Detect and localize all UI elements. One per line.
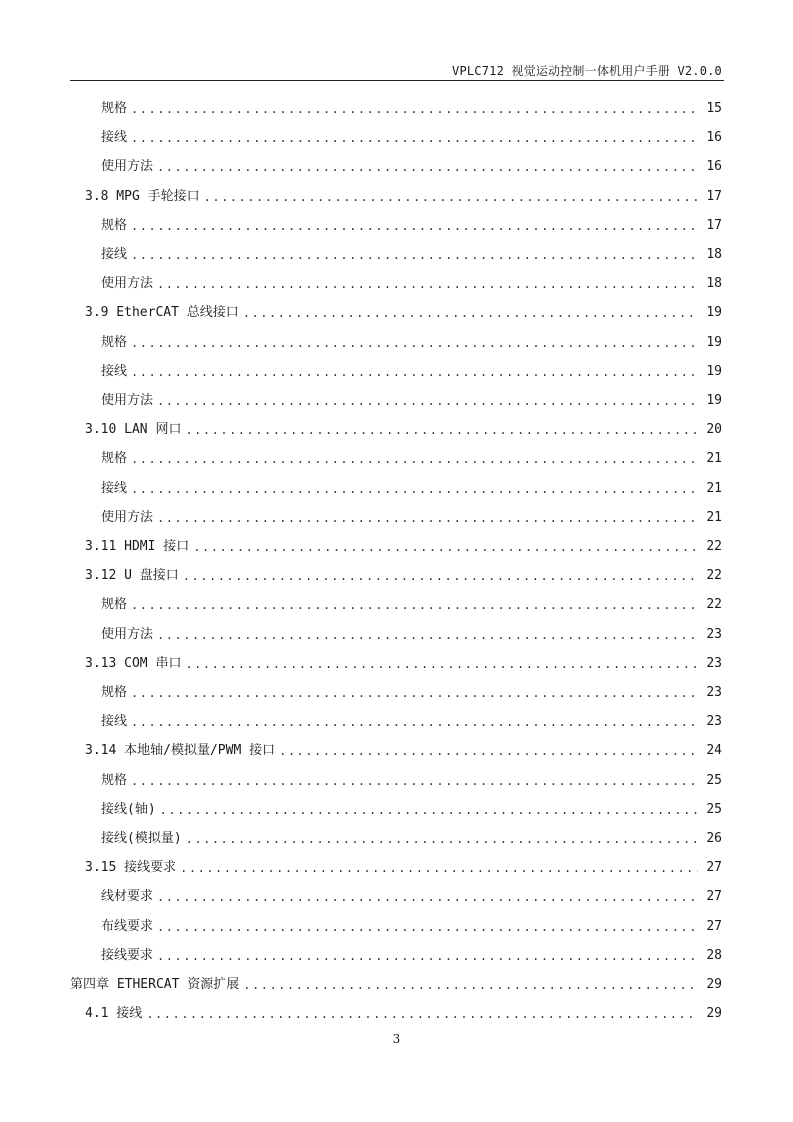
toc-entry[interactable] (101, 327, 722, 351)
toc-entry[interactable] (101, 589, 722, 613)
toc-entry-page: 19 (706, 334, 722, 350)
toc-entry-page: 19 (706, 363, 722, 379)
toc-entry[interactable] (85, 560, 722, 584)
toc-entry-label: 接线(模拟量) (101, 831, 182, 846)
toc-entry-page: 21 (706, 480, 722, 496)
toc-entry[interactable] (101, 706, 722, 730)
toc-entry-label: 3.10 LAN 网口 (85, 422, 182, 438)
toc-entry[interactable] (101, 473, 722, 497)
toc-dot-leader (160, 802, 698, 818)
toc-entry[interactable] (85, 181, 722, 205)
page-header (70, 60, 724, 81)
toc-entry-page: 29 (706, 977, 722, 992)
toc-entry-page: 24 (706, 743, 722, 759)
toc-dot-leader (131, 451, 698, 467)
toc-entry-label: 规格 (101, 772, 128, 788)
toc-dot-leader (131, 130, 698, 146)
toc-entry-page: 16 (706, 159, 722, 175)
toc-entry-label: 规格 (101, 101, 128, 116)
toc-entry-page: 22 (706, 568, 722, 584)
toc-dot-leader (146, 1006, 698, 1022)
toc-entry-page: 19 (706, 393, 722, 408)
toc-entry-page: 27 (706, 860, 722, 876)
toc-entry-label: 4.1 接线 (85, 1006, 143, 1022)
toc-dot-leader (131, 714, 698, 730)
toc-dot-leader (193, 539, 698, 555)
toc-entry-label: 接线(轴) (101, 801, 156, 817)
toc-entry-label: 3.15 接线要求 (85, 860, 177, 876)
toc-entry-label: 接线 (101, 130, 128, 146)
toc-entry-label: 使用方法 (101, 509, 154, 525)
toc-entry-page: 21 (706, 451, 722, 467)
toc-entry-label: 接线要求 (101, 947, 154, 963)
toc-entry-label: 规格 (101, 217, 128, 233)
toc-entry[interactable] (101, 765, 722, 789)
toc-entry[interactable] (101, 619, 722, 643)
toc-entry-label: 规格 (101, 685, 128, 700)
toc-entry[interactable] (101, 443, 722, 467)
toc-entry-page: 28 (706, 947, 722, 963)
toc-entry[interactable] (101, 122, 722, 146)
toc-entry-page: 25 (706, 772, 722, 788)
toc-dot-leader (131, 218, 698, 234)
toc-entry-page: 17 (706, 217, 722, 233)
toc-dot-leader (185, 422, 698, 438)
toc-entry[interactable] (101, 239, 722, 263)
toc-entry[interactable] (85, 531, 722, 555)
toc-entry-page: 27 (706, 889, 722, 905)
toc-entry[interactable] (85, 648, 722, 672)
toc-entry-page: 16 (706, 130, 722, 146)
toc-entry[interactable] (101, 356, 722, 380)
toc-dot-leader (131, 101, 698, 117)
toc-dot-leader (131, 597, 698, 613)
toc-entry[interactable] (85, 998, 722, 1022)
toc-entry[interactable] (101, 881, 722, 905)
toc-dot-leader (131, 335, 698, 351)
toc-dot-leader (157, 889, 698, 905)
toc-dot-leader (183, 568, 698, 584)
toc-entry-page: 18 (706, 276, 722, 292)
toc-entry[interactable] (85, 735, 722, 759)
toc-entry-label: 线材要求 (101, 889, 154, 905)
toc-dot-leader (157, 510, 698, 526)
toc-dot-leader (131, 481, 698, 497)
header-title: VPLC712 视觉运动控制一体机用户手册 V2.0.0 (452, 64, 722, 78)
toc-entry[interactable] (85, 297, 722, 321)
toc-dot-leader (157, 276, 698, 292)
toc-dot-leader (186, 831, 698, 847)
toc-entry-page: 21 (706, 509, 722, 525)
toc-entry-label: 接线 (101, 363, 128, 379)
toc-entry[interactable] (101, 385, 722, 409)
toc-entry[interactable] (101, 794, 722, 818)
toc-entry-label: 规格 (101, 597, 128, 613)
toc-entry-page: 22 (706, 597, 722, 613)
toc-entry-label: 3.8 MPG 手轮接口 (85, 188, 200, 204)
toc-entry-page: 22 (706, 539, 722, 554)
toc-dot-leader (243, 305, 698, 321)
toc-entry-page: 29 (706, 1006, 722, 1022)
toc-entry[interactable] (101, 911, 722, 935)
toc-entry[interactable] (101, 677, 722, 701)
toc-entry-label: 接线 (101, 480, 128, 496)
toc-dot-leader (131, 247, 698, 263)
toc-entry-page: 23 (706, 626, 722, 642)
toc-entry[interactable] (101, 940, 722, 964)
toc-entry[interactable] (85, 852, 722, 876)
toc-entry-label: 3.9 EtherCAT 总线接口 (85, 305, 239, 321)
toc-dot-leader (279, 743, 698, 759)
toc-entry-page: 25 (706, 801, 722, 817)
toc-entry-label: 规格 (101, 334, 128, 350)
toc-entry-label: 3.13 COM 串口 (85, 655, 182, 671)
toc-entry-page: 27 (706, 918, 722, 934)
toc-entry-label: 使用方法 (101, 159, 154, 175)
toc-entry[interactable] (101, 151, 722, 175)
toc-entry-label: 布线要求 (101, 918, 154, 934)
toc-entry[interactable] (101, 268, 722, 292)
toc-entry[interactable] (101, 210, 722, 234)
toc-dot-leader (157, 159, 698, 175)
page-number: 3 (392, 1032, 401, 1046)
toc-entry-page: 20 (706, 422, 722, 438)
toc-entry-page: 23 (706, 655, 722, 671)
toc-entry[interactable] (101, 93, 722, 117)
toc-dot-leader (131, 773, 698, 789)
toc-dot-leader (185, 656, 698, 672)
toc-dot-leader (157, 919, 698, 935)
toc-entry-label: 第四章 ETHERCAT 资源扩展 (70, 977, 240, 992)
toc-dot-leader (131, 685, 698, 701)
toc-entry-page: 19 (706, 305, 722, 321)
toc-entry-page: 23 (706, 685, 722, 700)
toc-dot-leader (157, 948, 698, 964)
toc-entry-page: 26 (706, 831, 722, 846)
toc-entry-label: 规格 (101, 451, 128, 467)
toc-entry[interactable] (101, 502, 722, 526)
toc-dot-leader (243, 977, 698, 993)
toc-dot-leader (157, 627, 698, 643)
toc-entry-page: 17 (706, 188, 722, 204)
toc-entry-label: 3.12 U 盘接口 (85, 568, 179, 584)
toc-entry-page: 15 (706, 101, 722, 116)
toc-dot-leader (131, 364, 698, 380)
toc-entry-label: 接线 (101, 714, 128, 730)
toc-entry-label: 3.14 本地轴/模拟量/PWM 接口 (85, 743, 276, 759)
toc-entry[interactable] (85, 414, 722, 438)
toc-dot-leader (180, 860, 698, 876)
toc-dot-leader (157, 393, 698, 409)
toc-entry[interactable] (101, 823, 722, 847)
toc-entry-label: 接线 (101, 247, 128, 262)
toc-entry-label: 3.11 HDMI 接口 (85, 539, 190, 554)
toc-entry-page: 18 (706, 247, 722, 262)
toc-entry-label: 使用方法 (101, 393, 154, 408)
toc-entry-page: 23 (706, 714, 722, 730)
toc-entry-label: 使用方法 (101, 626, 154, 642)
toc-dot-leader (204, 189, 698, 205)
toc-entry[interactable] (70, 969, 722, 993)
toc-entry-label: 使用方法 (101, 276, 154, 292)
